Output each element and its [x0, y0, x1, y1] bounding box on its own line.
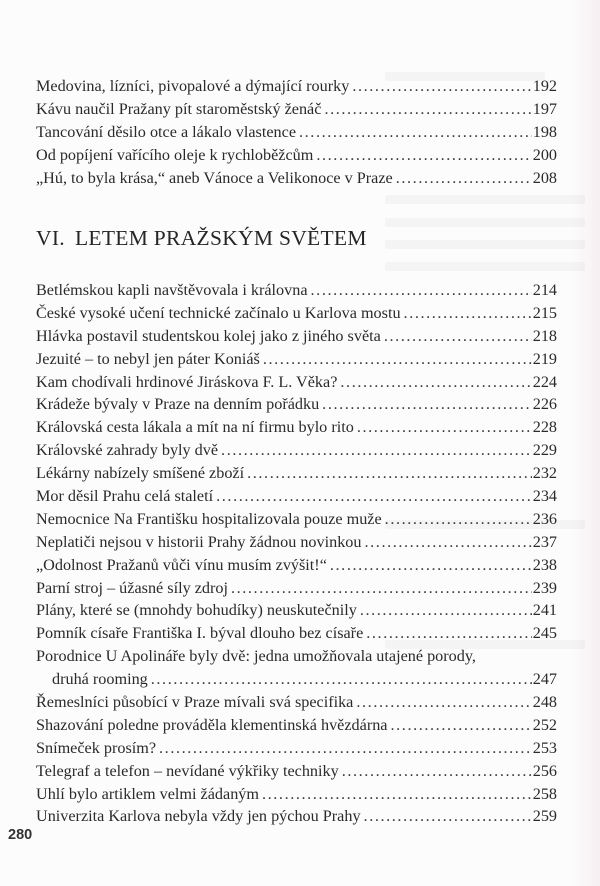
- toc-entry[interactable]: [36, 622, 557, 645]
- toc-entry[interactable]: [36, 279, 557, 302]
- toc-entry-title: Kam chodívali hrdinové Jiráskova F. L. Věka?: [36, 372, 338, 391]
- toc-entry[interactable]: [36, 348, 557, 371]
- toc-entry-page: 252: [532, 715, 557, 734]
- toc-entry-page: 234: [532, 487, 557, 506]
- toc-entry-title: Nemocnice Na Františku hospitalizovala pouze muže: [36, 509, 382, 528]
- toc-entry-page: 197: [532, 99, 557, 118]
- toc-entry-page: 247: [532, 670, 557, 689]
- toc-entry[interactable]: [36, 325, 557, 348]
- dot-leader: [216, 485, 532, 508]
- dot-leader: [151, 668, 532, 691]
- dot-leader: [311, 279, 532, 302]
- toc-entry-page: 258: [532, 784, 557, 803]
- show-through-mark: [385, 218, 585, 227]
- toc-entry-title: České vysoké učení technické začínalo u Karlova mostu: [36, 303, 401, 322]
- dot-leader: [316, 144, 531, 167]
- dot-leader: [360, 599, 532, 622]
- toc-entry[interactable]: [36, 462, 557, 485]
- toc-entry-title: Královské zahrady byly dvě: [36, 441, 219, 460]
- toc-entry[interactable]: [36, 485, 557, 508]
- toc-entry-page: 248: [532, 693, 557, 712]
- page-number: 280: [8, 827, 33, 843]
- toc-entry-title: Uhlí bylo artiklem velmi žádaným: [36, 784, 259, 803]
- toc-entry-title: Neplatiči nejsou v historii Prahy žádnou novinkou: [36, 532, 362, 551]
- show-through-mark: [385, 240, 585, 249]
- toc-entry-title: Od popíjení vařícího oleje k rychloběžcům: [36, 145, 314, 164]
- toc-entry[interactable]: [36, 302, 557, 325]
- toc-entry[interactable]: [36, 531, 557, 554]
- toc-entry-title: Tancování děsilo otce a lákalo vlastence: [36, 122, 297, 141]
- toc-entry-title: Hlávka postavil studentskou kolej jako z jiného světa: [36, 326, 381, 345]
- toc-entry-page: 214: [532, 281, 557, 299]
- toc-entry-title: Kávu naučil Pražany pít staroměstský ženáč: [36, 99, 322, 118]
- toc-entry[interactable]: [36, 714, 557, 737]
- dot-leader: [330, 554, 532, 577]
- show-through-mark: [385, 195, 585, 204]
- toc-entry[interactable]: [36, 121, 557, 144]
- toc-entry-page: 253: [532, 738, 557, 757]
- toc-entry-page: 218: [532, 326, 557, 345]
- dot-leader: [384, 325, 532, 348]
- toc-entry[interactable]: [36, 554, 557, 577]
- toc-entry[interactable]: [36, 599, 557, 622]
- toc-entry[interactable]: [36, 393, 557, 416]
- dot-leader: [221, 439, 532, 462]
- dot-leader: [391, 714, 532, 737]
- dot-leader: [263, 348, 532, 371]
- show-through-mark: [385, 262, 585, 271]
- toc-entry-page: 238: [532, 555, 557, 574]
- toc-entry-title: Univerzita Karlova nebyla vždy jen pýchou Prahy: [36, 807, 361, 826]
- toc-entry-page: 245: [532, 624, 557, 643]
- toc-entry-page: 239: [532, 578, 557, 597]
- toc-entry-title: „Odolnost Pražanů vůči vínu musím zvýšit!“: [36, 555, 327, 574]
- page-edge-shadow: [570, 0, 600, 886]
- dot-leader: [357, 416, 532, 439]
- toc-entry-title: Plány, které se (mnohdy bohudíky) neuskutečnily: [36, 601, 357, 620]
- toc-block-section-vi: [36, 279, 557, 828]
- toc-entry-title: „Hú, to byla krása,“ aneb Vánoce a Velikonoce v Praze: [36, 168, 393, 187]
- toc-entry-title: Královská cesta lákala a mít na ní firmu bylo rito: [36, 418, 354, 437]
- toc-block-previous-section: [36, 75, 557, 189]
- section-heading: [36, 226, 367, 251]
- toc-entry-title: Betlémskou kapli navštěvovala i královna: [36, 281, 308, 299]
- dot-leader: [366, 622, 531, 645]
- dot-leader: [299, 121, 532, 144]
- toc-entry-title: Snímeček prosím?: [36, 738, 157, 757]
- toc-entry-page: 259: [532, 807, 557, 826]
- dot-leader: [262, 783, 532, 806]
- toc-entry[interactable]: [36, 783, 557, 806]
- dot-leader: [352, 75, 531, 98]
- dot-leader: [247, 462, 532, 485]
- toc-entry-page: 232: [532, 464, 557, 483]
- dot-leader: [231, 577, 532, 600]
- toc-entry-page: 256: [532, 761, 557, 780]
- toc-entry-title: Jezuité – to nebyl jen páter Koniáš: [36, 349, 260, 368]
- toc-entry-title: Telegraf a telefon – nevídané výkřiky techniky: [36, 761, 339, 780]
- section-title: LETEM PRAŽSKÝM SVĚTEM: [74, 226, 367, 250]
- section-number: VI.: [36, 226, 65, 250]
- toc-entry[interactable]: [36, 577, 557, 600]
- toc-entry-title: Mor děsil Prahu celá staletí: [36, 487, 214, 506]
- dot-leader: [159, 737, 532, 760]
- toc-entry-title: Porodnice U Apolináře byly dvě: jedna umožňovala utajené porody,: [36, 647, 476, 666]
- toc-entry-page: 224: [532, 372, 557, 391]
- dot-leader: [324, 98, 531, 121]
- toc-entry[interactable]: [36, 645, 557, 691]
- toc-entry[interactable]: [36, 805, 557, 828]
- toc-entry[interactable]: [36, 416, 557, 439]
- dot-leader: [385, 508, 532, 531]
- toc-entry[interactable]: [36, 144, 557, 167]
- toc-entry-page: 237: [532, 532, 557, 551]
- dot-leader: [356, 691, 531, 714]
- toc-entry[interactable]: [36, 98, 557, 121]
- toc-entry-page: 198: [532, 122, 557, 141]
- toc-entry-title: Pomník císaře Františka I. býval dlouho bez císaře: [36, 624, 364, 643]
- toc-entry-title: Shazování poledne prováděla klementinská hvězdárna: [36, 715, 388, 734]
- toc-entry-page: 200: [532, 145, 557, 164]
- dot-leader: [322, 393, 532, 416]
- toc-entry-title: Medovina, lízníci, pivopalové a dýmající rourky: [36, 77, 350, 95]
- toc-entry-page: 208: [532, 168, 557, 187]
- toc-entry[interactable]: [36, 439, 557, 462]
- dot-leader: [365, 531, 532, 554]
- toc-entry-page: 219: [532, 349, 557, 368]
- toc-entry[interactable]: [36, 691, 557, 714]
- toc-entry-page: 236: [532, 509, 557, 528]
- toc-entry-title: Parní stroj – úžasné síly zdroj: [36, 578, 228, 597]
- toc-entry[interactable]: [36, 167, 557, 190]
- toc-entry-title: Lékárny nabízely smíšené zboží: [36, 464, 245, 483]
- toc-entry-continuation: [36, 668, 557, 691]
- toc-entry-page: 192: [532, 77, 557, 95]
- toc-entry-title-continuation: druhá rooming: [52, 670, 148, 689]
- dot-leader: [396, 167, 532, 190]
- toc-entry-page: 229: [532, 441, 557, 460]
- dot-leader: [342, 760, 532, 783]
- toc-entry-title: Řemeslníci působící v Praze mívali svá specifika: [36, 693, 354, 712]
- toc-entry-page: 215: [532, 303, 557, 322]
- toc-entry-page: 228: [532, 418, 557, 437]
- dot-leader: [364, 805, 532, 828]
- toc-entry-page: 241: [532, 601, 557, 620]
- toc-entry[interactable]: [36, 760, 557, 783]
- toc-entry[interactable]: [36, 508, 557, 531]
- dot-leader: [340, 371, 531, 394]
- toc-entry[interactable]: [36, 737, 557, 760]
- toc-entry-page: 226: [532, 395, 557, 414]
- toc-entry[interactable]: [36, 75, 557, 98]
- dot-leader: [404, 302, 532, 325]
- toc-entry-title: Krádeže bývaly v Praze na denním pořádku: [36, 395, 320, 414]
- toc-entry[interactable]: [36, 371, 557, 394]
